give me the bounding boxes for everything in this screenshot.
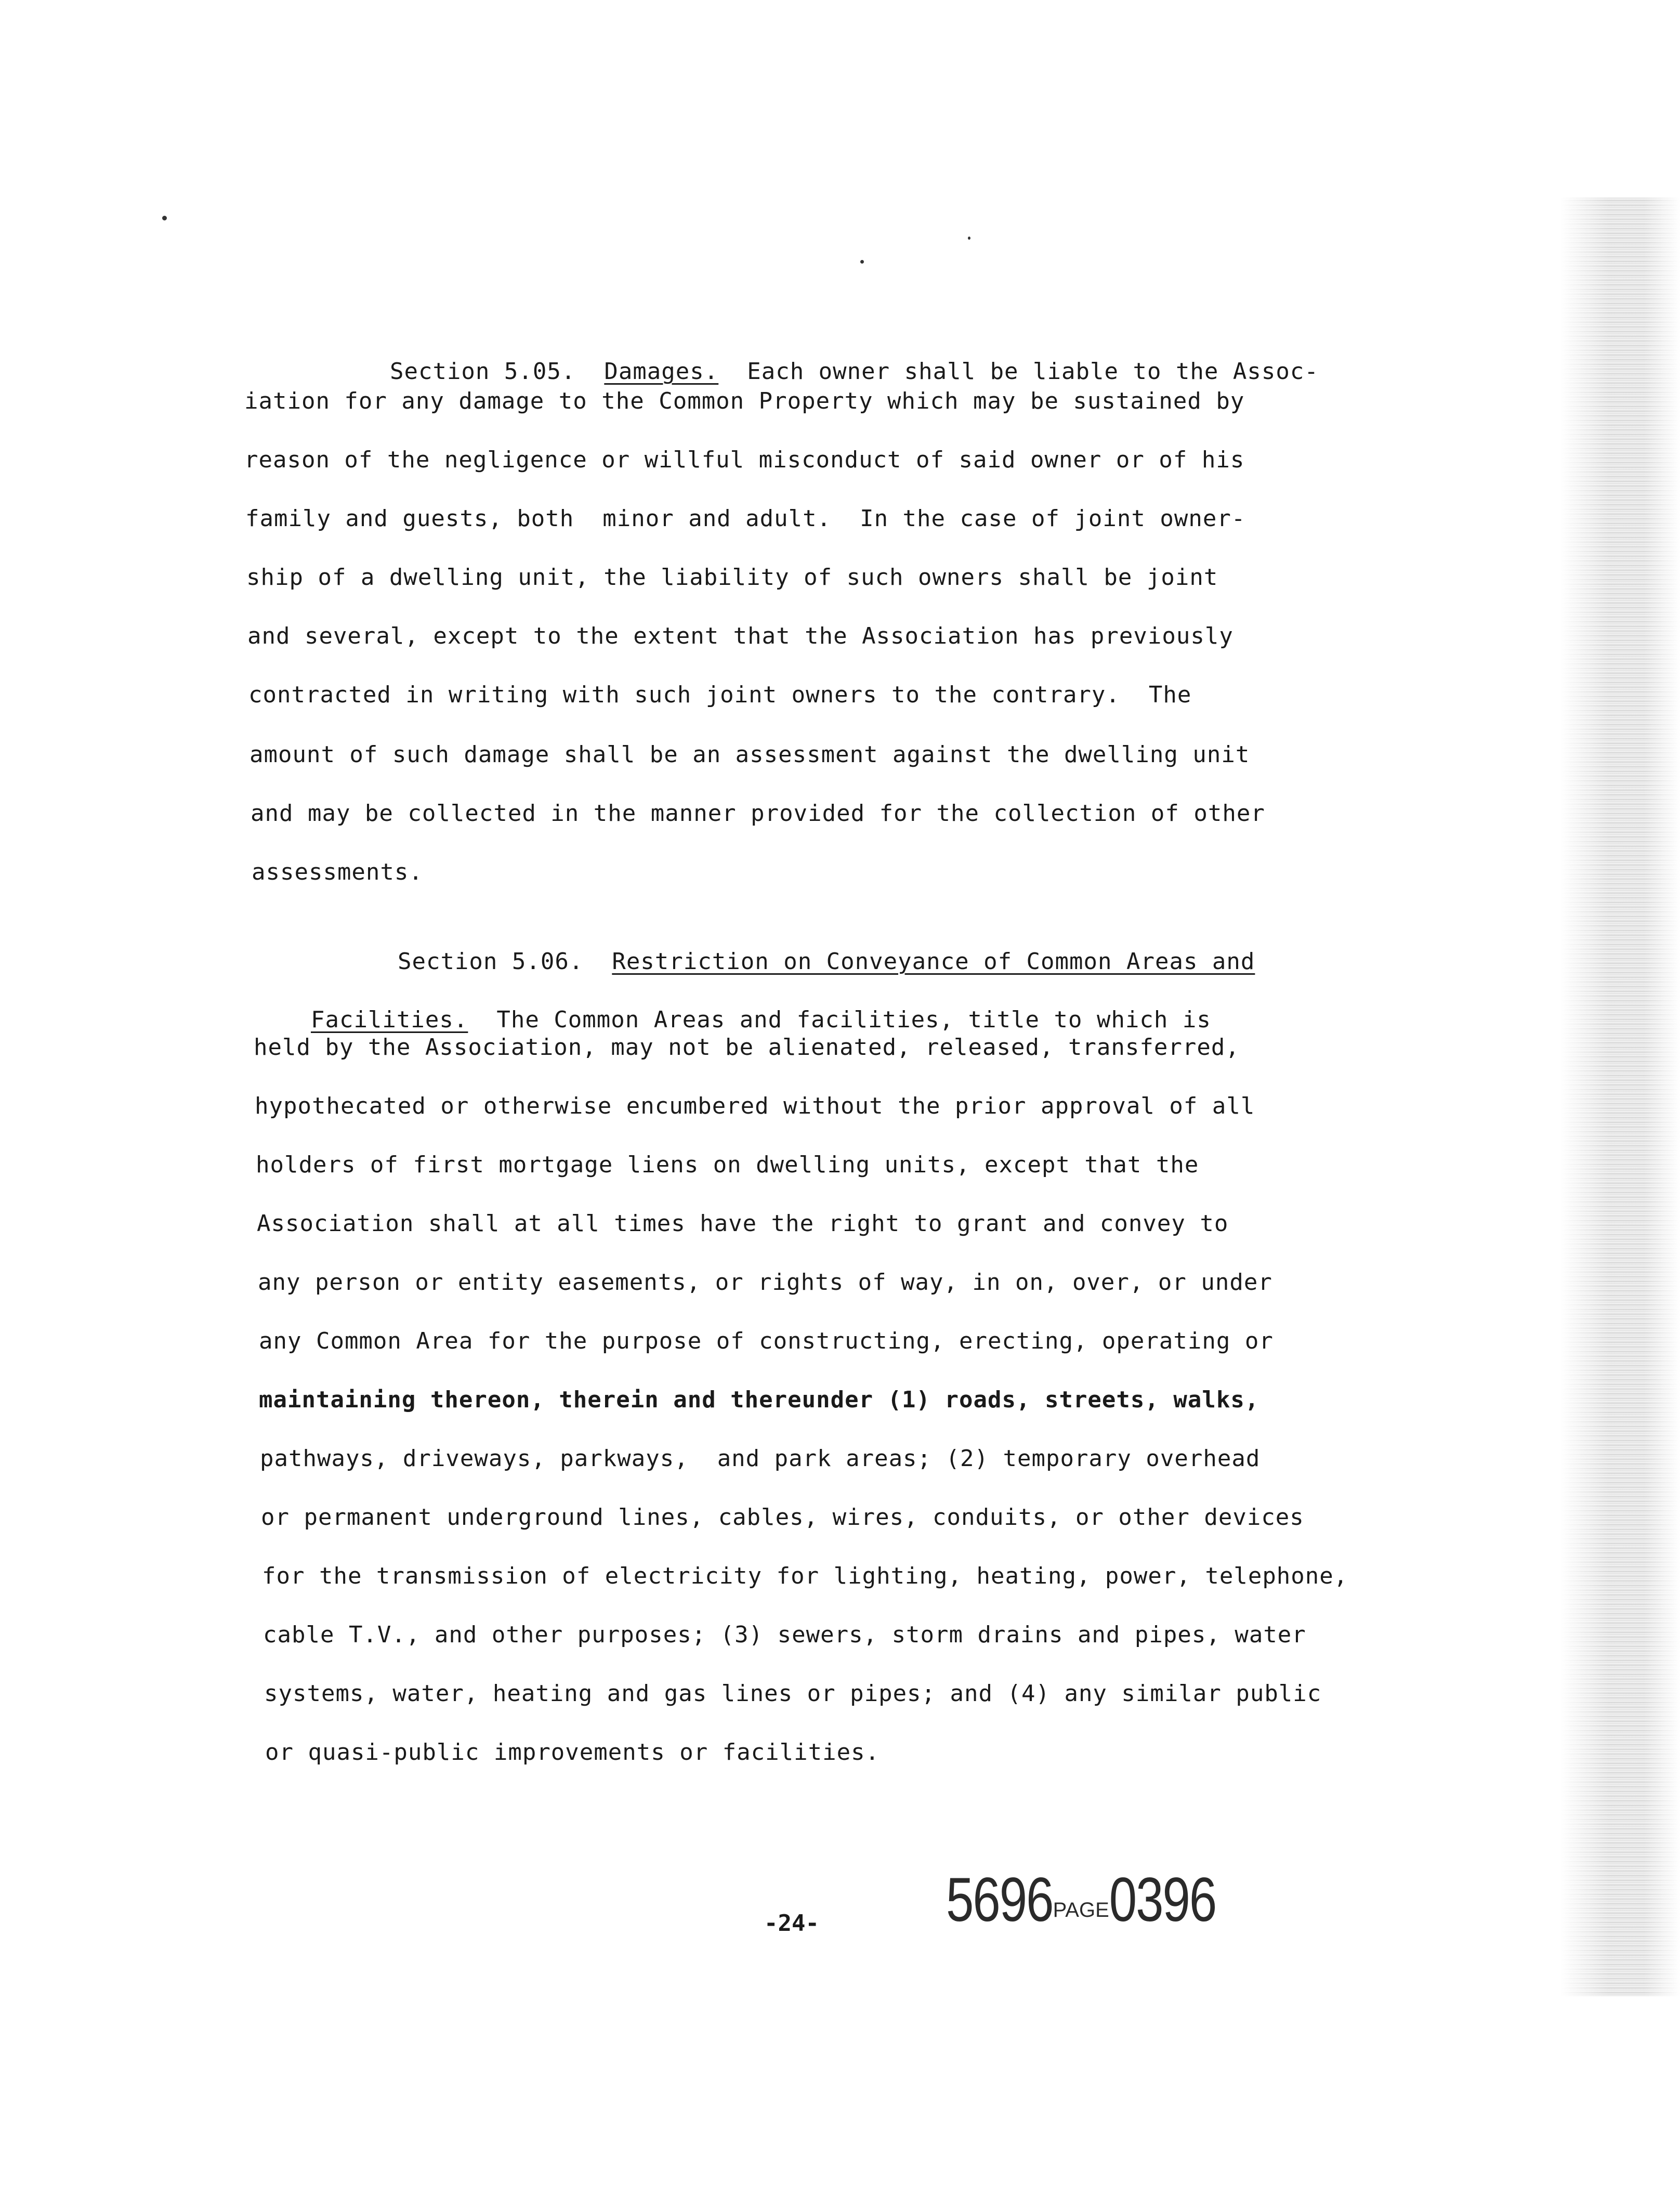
stamp-book-number: 5696 [946,1865,1053,1935]
section-506-line: holders of first mortgage liens on dwelling units, except that the [256,1152,1199,1178]
recording-stamp [946,1865,1216,1935]
section-505-line: amount of such damage shall be an assessment against the dwelling unit [250,741,1250,768]
section-506-line: hypothecated or otherwise encumbered without the prior approval of all [255,1093,1255,1119]
section-506-heading-line-1: Restriction on Conveyance of Common Areas and [612,948,1255,975]
section-506-line: cable T.V., and other purposes; (3) sewers, storm drains and pipes, water [263,1622,1306,1648]
section-506-line: or quasi-public improvements or facilities. [265,1739,880,1766]
section-505-line: iation for any damage to the Common Property which may be sustained by [244,388,1245,414]
section-506-second-line-rest: The Common Areas and facilities, title to which is [496,1006,1211,1033]
section-505-lead: Section 5.05. [389,358,576,385]
section-505-line: ship of a dwelling unit, the liability of such owners shall be joint [246,564,1218,591]
section-505-line: reason of the negligence or willful misconduct of said owner or of his [244,447,1245,473]
section-506-heading-line-2: Facilities. [310,1006,468,1033]
scan-speck [162,216,167,220]
section-506-line: maintaining thereon, therein and thereunder (1) roads, streets, walks, [259,1387,1259,1413]
section-506-line: held by the Association, may not be alienated, released, transferred, [254,1034,1240,1061]
stamp-page-number: 0396 [1109,1865,1216,1935]
section-505-heading: Damages. [604,358,719,385]
scan-speck [860,260,864,264]
section-505-line: assessments. [252,859,423,885]
section-506-line: Association shall at all times have the right to grant and convey to [257,1210,1229,1237]
section-506-line: any Common Area for the purpose of constructing, erecting, operating or [259,1328,1274,1354]
stamp-page-label: PAGE [1053,1899,1109,1922]
section-506-line: or permanent underground lines, cables, wires, conduits, or other devices [261,1504,1304,1531]
section-506-lead: Section 5.06. [397,948,584,975]
section-505-line: family and guests, both minor and adult. In the case of joint owner- [245,505,1246,532]
section-506-line: for the transmission of electricity for lighting, heating, power, telephone, [262,1563,1348,1589]
section-505-first-line-rest: Each owner shall be liable to the Assoc- [747,358,1319,385]
section-506-line: any person or entity easements, or rights of way, in on, over, or under [258,1269,1272,1296]
section-505-line: and may be collected in the manner provided for the collection of other [251,800,1265,827]
section-505-line: contracted in writing with such joint owners to the contrary. The [248,682,1192,708]
section-506-line: systems, water, heating and gas lines or pipes; and (4) any similar public [264,1680,1322,1707]
page-number: -24- [764,1910,819,1937]
section-506-line: pathways, driveways, parkways, and park areas; (2) temporary overhead [260,1445,1261,1472]
scan-speck [968,237,970,240]
scan-edge-shadow [1560,198,1680,1996]
section-505-line: and several, except to the extent that the Association has previously [247,623,1233,649]
